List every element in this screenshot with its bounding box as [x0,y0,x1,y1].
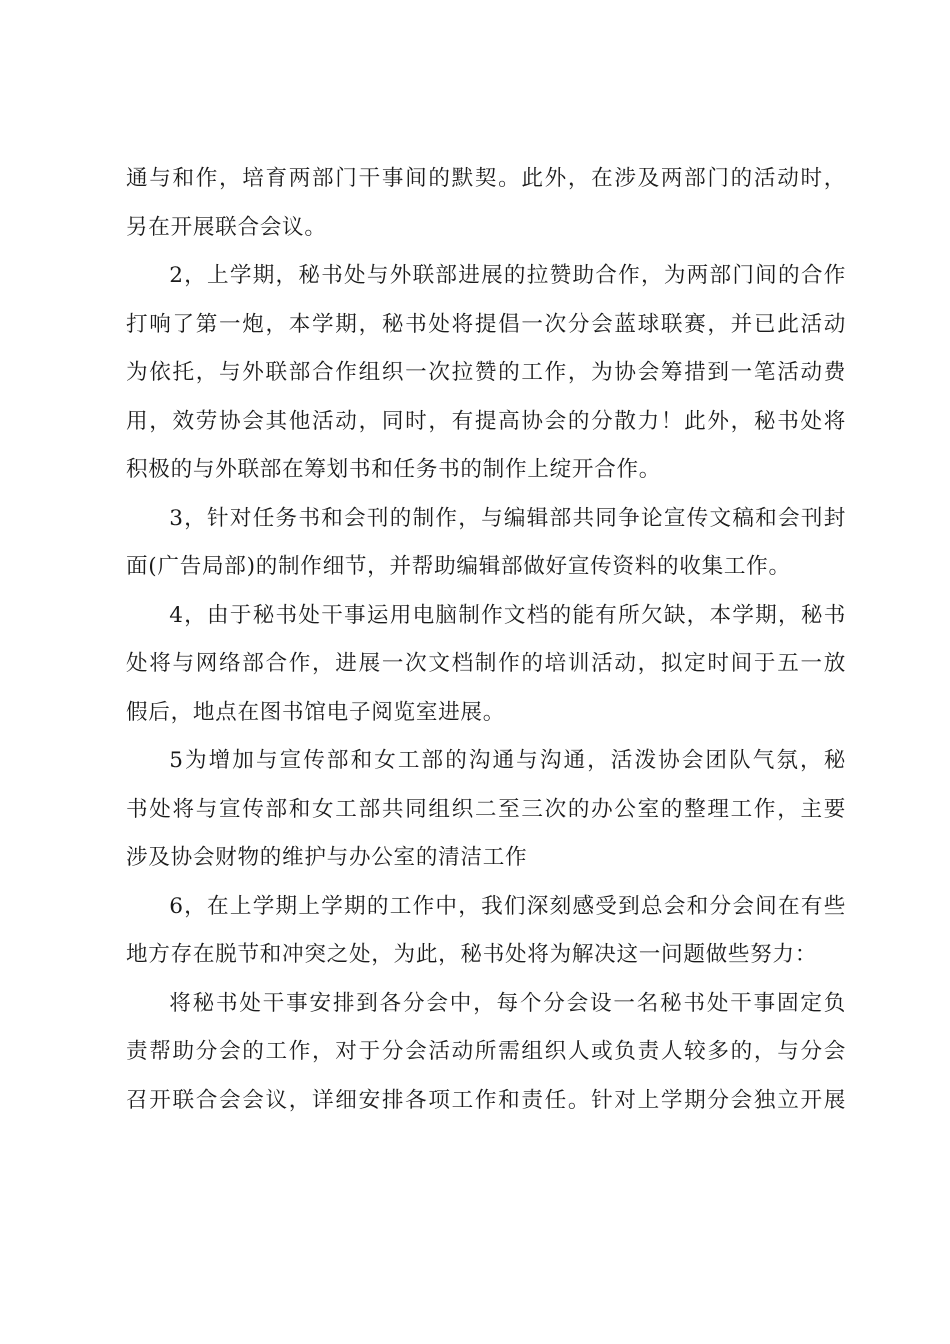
text-line: 2，上学期，秘书处与外联部进展的拉赞助合作，为两部门间的合作 [169,263,846,288]
text-line: 另在开展联合会议。 [126,214,327,240]
paragraph-4 [126,592,846,738]
text-line: 5为增加与宣传部和女工部的沟通与沟通，活泼协会团队气氛，秘 [169,748,846,773]
text-line: 地方存在脱节和冲突之处，为此，秘书处将为解决这一问题做些努力： [126,942,818,967]
paragraph-6 [126,883,846,980]
text-line: 将秘书处干事安排到各分会中，每个分会设一名秘书处干事固定负 [169,990,846,1016]
text-line: 涉及协会财物的维护与办公室的清洁工作 [126,845,528,870]
text-line: 为依托，与外联部合作组织一次拉赞的工作，为协会筹措到一笔活动费 [126,360,846,385]
text-line: 书处将与宣传部和女工部共同组织二至三次的办公室的整理工作，主要 [126,796,846,822]
text-line: 处将与网络部合作，进展一次文档制作的培训活动，拟定时间于五一放 [126,651,846,676]
text-line: 用，效劳协会其他活动，同时，有提高协会的分散力！此外，秘书处将 [126,408,846,434]
text-line: 3，针对任务书和会刊的制作，与编辑部共同争论宣传文稿和会刊封 [169,505,846,531]
text-line: 召开联合会会议，详细安排各项工作和责任。针对上学期分会独立开展 [126,1087,846,1113]
text-line: 面(广告局部)的制作细节，并帮助编辑部做好宣传资料的收集工作。 [126,554,791,579]
document-body [126,155,846,1125]
text-line: 责帮助分会的工作，对于分会活动所需组织人或负责人较多的，与分会 [126,1039,846,1064]
text-line: 通与和作，培育两部门干事间的默契。此外，在涉及两部门的活动时， [126,166,846,191]
paragraph-3 [126,495,846,592]
text-line: 假后，地点在图书馆电子阅览室进展。 [126,699,505,725]
paragraph-7 [126,980,846,1126]
text-line: 打响了第一炮，本学期，秘书处将提倡一次分会蓝球联赛，并已此活动 [126,311,846,337]
text-line: 积极的与外联部在筹划书和任务书的制作上绽开合作。 [126,457,662,482]
paragraph-2 [126,252,846,495]
paragraph-1 [126,155,846,252]
text-line: 6，在上学期上学期的工作中，我们深刻感受到总会和分会间在有些 [169,893,846,919]
paragraph-5 [126,737,846,883]
text-line: 4，由于秘书处干事运用电脑制作文档的能有所欠缺，本学期，秘书 [169,602,846,628]
